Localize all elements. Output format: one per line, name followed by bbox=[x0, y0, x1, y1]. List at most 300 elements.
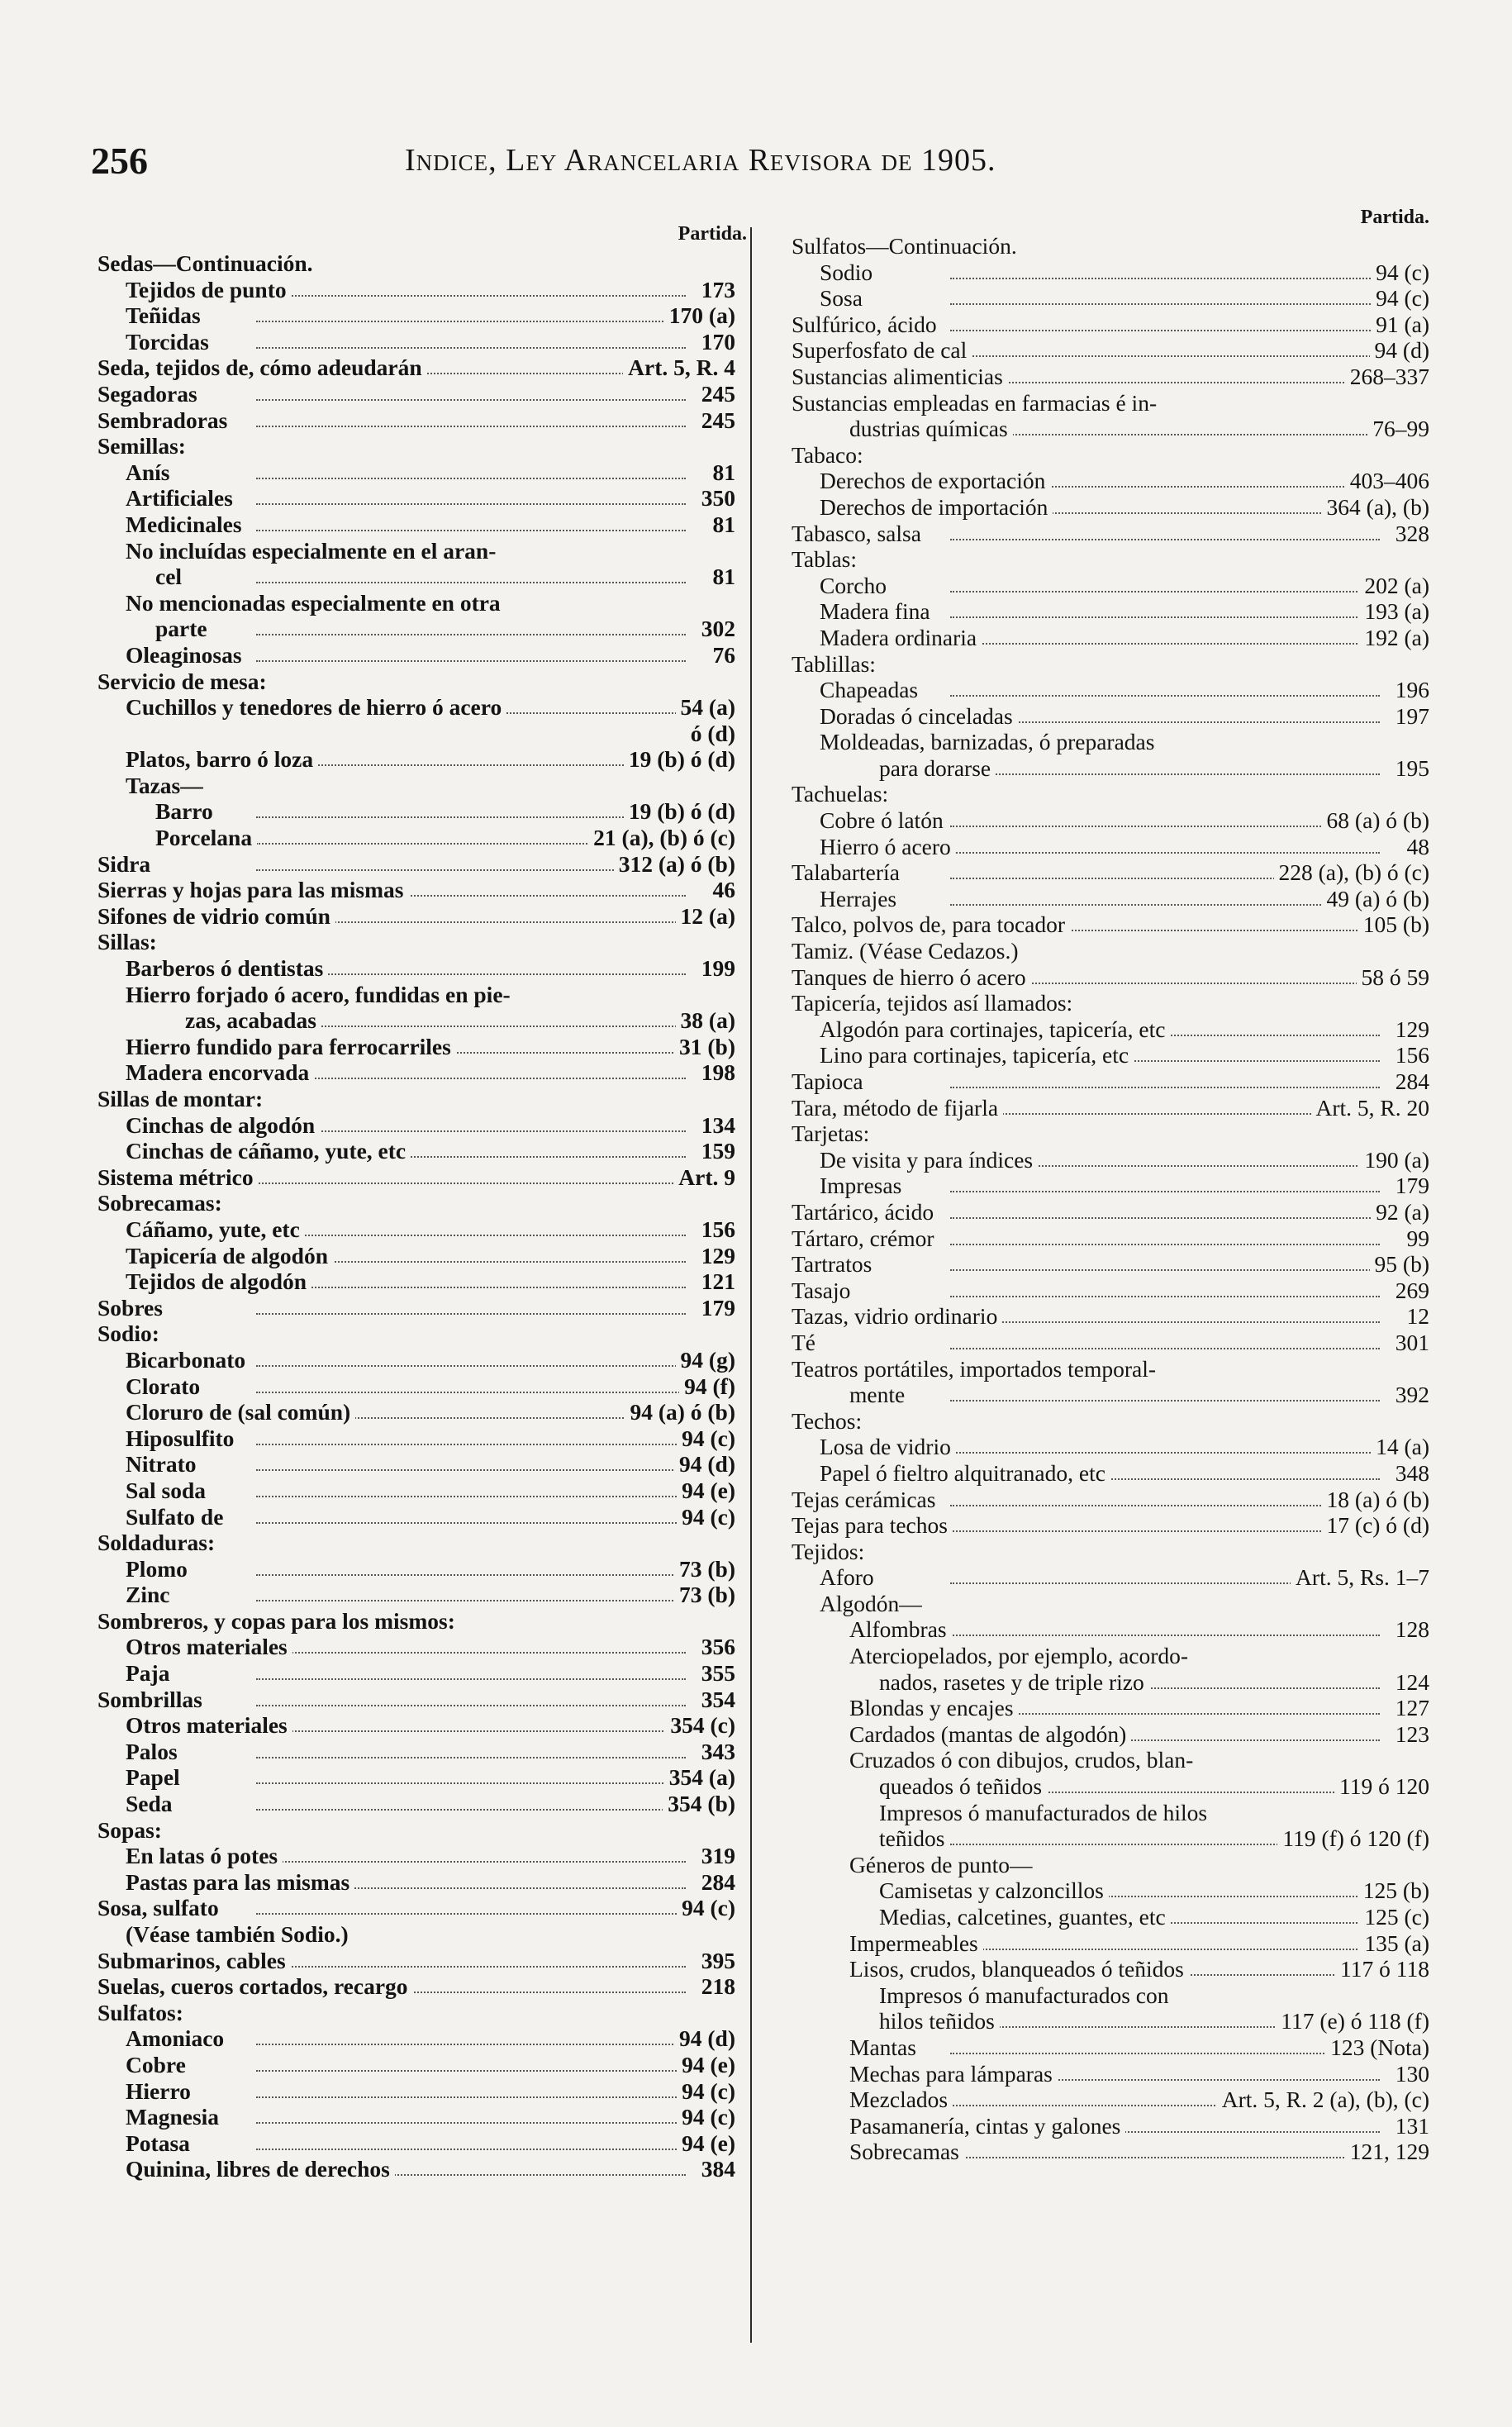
entry-partida: 269 bbox=[1391, 1278, 1429, 1304]
entry-partida: 49 (a) ó (b) bbox=[1322, 886, 1429, 912]
entry-partida: 354 (a) bbox=[664, 1764, 735, 1791]
entry-partida: 196 bbox=[1391, 677, 1429, 703]
entry-label bbox=[126, 721, 131, 746]
index-entry bbox=[91, 1869, 735, 1896]
index-entry bbox=[785, 573, 1429, 599]
entry-label: Plomo bbox=[126, 1556, 193, 1582]
index-entry bbox=[91, 2000, 735, 2026]
entry-label: Hierro ó acero bbox=[820, 834, 956, 859]
entry-partida: 284 bbox=[697, 1869, 735, 1896]
entry-label: Mezclados bbox=[849, 2087, 953, 2112]
index-entry bbox=[91, 1059, 735, 1086]
entry-partida: 124 bbox=[1391, 1669, 1429, 1696]
index-entry bbox=[91, 1791, 735, 1817]
entry-partida: 364 (a), (b) bbox=[1322, 494, 1429, 521]
entry-label: Oleaginosas bbox=[126, 642, 247, 668]
index-entry bbox=[785, 1068, 1429, 1095]
entry-label: Cardados (mantas de algodón) bbox=[849, 1721, 1131, 1747]
entry-label: Sustancias alimenticias bbox=[792, 364, 1008, 389]
entry-label: Teñidas bbox=[126, 302, 206, 328]
index-entry bbox=[785, 233, 1429, 259]
entry-label: Zinc bbox=[126, 1582, 174, 1607]
index-entry bbox=[785, 1225, 1429, 1252]
index-entry bbox=[785, 1539, 1429, 1565]
index-entry bbox=[785, 2087, 1429, 2113]
entry-partida: 228 (a), (b) ó (c) bbox=[1274, 859, 1429, 886]
entry-partida: 355 bbox=[697, 1660, 735, 1687]
entry-label: Otros materiales bbox=[126, 1712, 292, 1738]
entry-partida: 18 (a) ó (b) bbox=[1322, 1487, 1429, 1513]
index-entry bbox=[91, 1817, 735, 1844]
entry-label: parte bbox=[155, 616, 212, 641]
index-entry bbox=[785, 598, 1429, 625]
entry-partida: 94 (e) bbox=[677, 2052, 735, 2078]
entry-label: Aterciopelados, por ejemplo, acordo- bbox=[849, 1643, 1193, 1668]
entry-partida: 91 (a) bbox=[1371, 312, 1429, 338]
index-entry bbox=[91, 1086, 735, 1112]
index-entry bbox=[785, 964, 1429, 991]
entry-label: Segadoras bbox=[97, 381, 202, 407]
entry-label: Tanques de hierro ó acero bbox=[792, 964, 1031, 990]
entry-partida: 245 bbox=[697, 407, 735, 434]
entry-label: Otros materiales bbox=[126, 1634, 292, 1659]
index-entry bbox=[91, 1608, 735, 1635]
entry-partida: 284 bbox=[1391, 1068, 1429, 1095]
entry-partida: 195 bbox=[1391, 755, 1429, 782]
index-entry bbox=[91, 1216, 735, 1243]
entry-label: queados ó teñidos bbox=[879, 1773, 1047, 1799]
entry-label: Sustancias empleadas en farmacias é in- bbox=[792, 390, 1162, 416]
entry-label: Superfosfato de cal bbox=[792, 337, 972, 363]
entry-partida: 199 bbox=[697, 955, 735, 982]
index-entry bbox=[91, 1190, 735, 1216]
index-entry bbox=[785, 729, 1429, 755]
entry-partida: 12 bbox=[1402, 1303, 1430, 1330]
entry-label: En latas ó potes bbox=[126, 1843, 283, 1868]
index-entry bbox=[91, 355, 735, 381]
entry-label: Paja bbox=[126, 1660, 174, 1686]
entry-label: Aforo bbox=[820, 1564, 879, 1590]
entry-label: Mantas bbox=[849, 2034, 921, 2060]
entry-label: Artificiales bbox=[126, 485, 238, 511]
index-entry bbox=[91, 2052, 735, 2078]
index-entry bbox=[785, 1330, 1429, 1356]
entry-partida: 76 bbox=[708, 642, 736, 669]
entry-label: cel bbox=[155, 564, 187, 589]
index-entry bbox=[91, 669, 735, 695]
index-entry bbox=[91, 538, 735, 564]
index-entry bbox=[91, 564, 735, 590]
index-entry bbox=[91, 1268, 735, 1295]
index-entry bbox=[91, 485, 735, 512]
entry-label: teñidos bbox=[879, 1825, 949, 1851]
index-entry bbox=[91, 302, 735, 329]
index-entry bbox=[785, 703, 1429, 730]
entry-label: Cinchas de cáñamo, yute, etc bbox=[126, 1138, 411, 1164]
index-entry bbox=[91, 1843, 735, 1869]
entry-label: Madera ordinaria bbox=[820, 625, 982, 650]
index-entry bbox=[785, 1173, 1429, 1199]
entry-partida: 125 (b) bbox=[1358, 1877, 1429, 1904]
entry-label: Doradas ó cinceladas bbox=[820, 703, 1018, 729]
index-entry bbox=[785, 416, 1429, 442]
index-entry bbox=[785, 1616, 1429, 1643]
index-entry bbox=[785, 1747, 1429, 1773]
entry-partida: 301 bbox=[1391, 1330, 1429, 1356]
entry-partida: 119 ó 120 bbox=[1334, 1773, 1429, 1800]
entry-label: Anís bbox=[126, 459, 175, 485]
index-entry bbox=[785, 1904, 1429, 1930]
entry-label: Tapioca bbox=[792, 1068, 868, 1094]
entry-partida: 218 bbox=[697, 1973, 735, 2000]
entry-label: Impresos ó manufacturados de hilos bbox=[879, 1800, 1212, 1825]
index-entry bbox=[785, 677, 1429, 703]
index-entry bbox=[91, 1321, 735, 1347]
entry-partida: 179 bbox=[1391, 1173, 1429, 1199]
entry-partida: 117 (e) ó 118 (f) bbox=[1276, 2008, 1429, 2034]
entry-label: Tapicería, tejidos así llamados: bbox=[792, 990, 1077, 1016]
index-entry bbox=[785, 259, 1429, 286]
entry-label: Impermeables bbox=[849, 1930, 983, 1956]
index-entry bbox=[91, 982, 735, 1008]
entry-label: Sombreros, y copas para los mismos: bbox=[97, 1608, 460, 1634]
entry-label: Tartárico, ácido bbox=[792, 1199, 939, 1225]
index-entry bbox=[785, 1825, 1429, 1852]
entry-label: Lino para cortinajes, tapicería, etc bbox=[820, 1042, 1134, 1068]
entry-partida: 202 (a) bbox=[1359, 573, 1429, 599]
entry-label: Barro bbox=[155, 798, 218, 824]
entry-partida: 392 bbox=[1391, 1382, 1429, 1408]
index-entry bbox=[91, 877, 735, 903]
index-entry bbox=[785, 1408, 1429, 1435]
index-entry bbox=[785, 1199, 1429, 1225]
index-entry bbox=[785, 1303, 1429, 1330]
index-entry bbox=[91, 250, 735, 277]
entry-label: No mencionadas especialmente en otra bbox=[126, 590, 506, 616]
index-entry bbox=[91, 329, 735, 355]
index-entry bbox=[91, 1948, 735, 1974]
entry-partida: 123 (Nota) bbox=[1325, 2034, 1429, 2061]
index-entry bbox=[785, 1669, 1429, 1696]
entry-partida: 12 (a) bbox=[676, 903, 735, 930]
entry-label: Techos: bbox=[792, 1408, 867, 1434]
entry-partida: 198 bbox=[697, 1059, 735, 1086]
index-entry bbox=[91, 1451, 735, 1478]
entry-partida: 356 bbox=[697, 1634, 735, 1660]
entry-label: Sobrecamas: bbox=[97, 1190, 227, 1216]
index-entry bbox=[91, 642, 735, 669]
entry-partida: 354 (b) bbox=[663, 1791, 735, 1817]
index-entry bbox=[785, 364, 1429, 390]
index-entry bbox=[91, 1764, 735, 1791]
index-entry bbox=[91, 1660, 735, 1687]
entry-label: Sulfúrico, ácido bbox=[792, 312, 942, 337]
entry-label: Talabartería bbox=[792, 859, 905, 885]
entry-partida: 125 (c) bbox=[1359, 1904, 1429, 1930]
column-divider bbox=[750, 227, 752, 2343]
entry-label: Sulfatos: bbox=[97, 2000, 188, 2025]
entry-partida: 170 (a) bbox=[664, 302, 735, 329]
entry-label: Sedas—Continuación. bbox=[97, 250, 318, 276]
entry-partida: 190 (a) bbox=[1359, 1147, 1429, 1173]
entry-label: Tara, método de fijarla bbox=[792, 1095, 1003, 1121]
entry-partida: 94 (d) bbox=[1370, 337, 1429, 364]
index-entry bbox=[785, 337, 1429, 364]
index-entry bbox=[785, 1382, 1429, 1408]
entry-partida: 192 (a) bbox=[1359, 625, 1429, 651]
index-entry bbox=[91, 2078, 735, 2105]
entry-partida: 268–337 bbox=[1345, 364, 1429, 390]
entry-partida: 94 (c) bbox=[677, 2078, 735, 2105]
index-entry bbox=[91, 1582, 735, 1608]
entry-label: Tapicería de algodón bbox=[126, 1243, 333, 1268]
index-entry bbox=[785, 1773, 1429, 1800]
entry-partida: 58 ó 59 bbox=[1357, 964, 1430, 991]
entry-partida: ó (d) bbox=[686, 721, 735, 747]
index-entry bbox=[785, 1956, 1429, 1982]
entry-label: Talco, polvos de, para tocador bbox=[792, 911, 1070, 937]
index-entry bbox=[91, 1243, 735, 1269]
entry-partida: 395 bbox=[697, 1948, 735, 1974]
entry-label: Cinchas de algodón bbox=[126, 1112, 320, 1138]
entry-label: Sodio bbox=[820, 259, 877, 285]
index-entry bbox=[785, 807, 1429, 834]
entry-label: Sobres bbox=[97, 1295, 168, 1321]
index-entry bbox=[91, 277, 735, 303]
entry-partida: 68 (a) ó (b) bbox=[1322, 807, 1429, 834]
entry-partida: 95 (b) bbox=[1370, 1251, 1429, 1278]
index-entry bbox=[785, 2034, 1429, 2061]
entry-label: Teatros portátiles, importados temporal- bbox=[792, 1356, 1161, 1382]
entry-partida: 94 (c) bbox=[677, 1895, 735, 1921]
entry-label: Tazas, vidrio ordinario bbox=[792, 1303, 1002, 1329]
entry-partida: 31 (b) bbox=[674, 1034, 735, 1060]
index-entry bbox=[785, 285, 1429, 312]
index-entry bbox=[91, 1007, 735, 1034]
entry-label: Bicarbonato bbox=[126, 1347, 250, 1373]
entry-partida: Art. 5, R. 4 bbox=[623, 355, 735, 381]
entry-label: Sosa, sulfato bbox=[97, 1895, 224, 1920]
entry-label: Cáñamo, yute, etc bbox=[126, 1216, 305, 1242]
index-entry bbox=[91, 1556, 735, 1582]
entry-partida: 94 (d) bbox=[674, 2025, 735, 2052]
entry-label: Quinina, libres de derechos bbox=[126, 2156, 395, 2182]
entry-partida: 179 bbox=[697, 1295, 735, 1321]
entry-label: Amoniaco bbox=[126, 2025, 229, 2051]
index-entry bbox=[785, 390, 1429, 416]
entry-partida: 403–406 bbox=[1345, 468, 1429, 494]
index-entry bbox=[785, 1982, 1429, 2009]
entry-partida: 384 bbox=[697, 2156, 735, 2182]
entry-label: Blondas y encajes bbox=[849, 1695, 1019, 1720]
entry-partida: 119 (f) ó 120 (f) bbox=[1277, 1825, 1429, 1852]
entry-label: Derechos de importación bbox=[820, 494, 1053, 520]
entry-list bbox=[91, 250, 735, 2182]
index-entry bbox=[91, 2130, 735, 2157]
entry-partida: Art. 5, Rs. 1–7 bbox=[1291, 1564, 1429, 1591]
entry-label: Medicinales bbox=[126, 512, 247, 537]
entry-partida: 94 (c) bbox=[1371, 259, 1429, 286]
entry-partida: 17 (c) ó (d) bbox=[1322, 1512, 1429, 1539]
entry-label: Torcidas bbox=[126, 329, 214, 355]
index-entry bbox=[785, 1251, 1429, 1278]
index-entry bbox=[785, 1591, 1429, 1617]
entry-partida: 76–99 bbox=[1367, 416, 1429, 442]
entry-label: De visita y para índices bbox=[820, 1147, 1038, 1173]
entry-partida: 99 bbox=[1402, 1225, 1430, 1252]
index-entry bbox=[785, 1121, 1429, 1147]
entry-label: Tejidos de algodón bbox=[126, 1268, 311, 1294]
index-entry bbox=[91, 1347, 735, 1373]
entry-partida: 14 (a) bbox=[1371, 1434, 1429, 1460]
entry-partida: 38 (a) bbox=[676, 1007, 735, 1034]
page-header bbox=[91, 131, 1107, 197]
index-entry bbox=[91, 1478, 735, 1504]
entry-label: Tejas cerámicas bbox=[792, 1487, 940, 1512]
entry-label: Herrajes bbox=[820, 886, 901, 911]
index-entry bbox=[91, 616, 735, 642]
index-entry bbox=[785, 1852, 1429, 1878]
entry-partida: 46 bbox=[708, 877, 736, 903]
index-entry bbox=[785, 1042, 1429, 1068]
entry-partida: 156 bbox=[697, 1216, 735, 1243]
entry-partida: 197 bbox=[1391, 703, 1429, 730]
entry-partida: 54 (a) bbox=[676, 694, 735, 721]
index-entry bbox=[785, 1643, 1429, 1669]
entry-partida: 123 bbox=[1391, 1721, 1429, 1748]
index-entry bbox=[91, 825, 735, 851]
entry-label: Barberos ó dentistas bbox=[126, 955, 328, 981]
index-entry bbox=[785, 1487, 1429, 1513]
entry-label: Hiposulfito bbox=[126, 1425, 239, 1451]
index-entry bbox=[91, 929, 735, 955]
entry-partida: 156 bbox=[1391, 1042, 1429, 1068]
entry-label: nados, rasetes y de triple rizo bbox=[879, 1669, 1149, 1695]
entry-label: Suelas, cueros cortados, recargo bbox=[97, 1973, 413, 1999]
index-entry bbox=[785, 468, 1429, 494]
index-entry bbox=[785, 1460, 1429, 1487]
entry-partida: 94 (c) bbox=[677, 2104, 735, 2130]
entry-label: Lisos, crudos, blanqueados ó teñidos bbox=[849, 1956, 1189, 1982]
entry-partida: 302 bbox=[697, 616, 735, 642]
entry-label: Soldaduras: bbox=[97, 1530, 220, 1555]
index-entry bbox=[785, 1147, 1429, 1173]
entry-partida: 81 bbox=[708, 564, 736, 590]
index-entry bbox=[91, 1295, 735, 1321]
entry-label: Madera fina bbox=[820, 598, 935, 624]
index-entry bbox=[91, 1712, 735, 1739]
index-entry bbox=[785, 990, 1429, 1016]
entry-partida: 121, 129 bbox=[1345, 2139, 1429, 2165]
index-entry bbox=[91, 590, 735, 616]
index-entry bbox=[91, 433, 735, 459]
entry-label: Algodón— bbox=[820, 1591, 927, 1616]
index-entry bbox=[785, 938, 1429, 964]
entry-label: Impresas bbox=[820, 1173, 906, 1198]
entry-partida: Art. 5, R. 20 bbox=[1311, 1095, 1430, 1121]
index-entry bbox=[91, 1373, 735, 1400]
entry-partida: Art. 5, R. 2 (a), (b), (c) bbox=[1217, 2087, 1429, 2113]
index-entry bbox=[785, 1095, 1429, 1121]
index-entry bbox=[91, 1399, 735, 1425]
index-entry bbox=[91, 1034, 735, 1060]
entry-label: Tejas para techos bbox=[792, 1512, 953, 1538]
entry-partida: 348 bbox=[1391, 1460, 1429, 1487]
entry-label: Tabasco, salsa bbox=[792, 521, 926, 546]
entry-label: Tablas: bbox=[792, 546, 862, 572]
entry-partida: 159 bbox=[697, 1138, 735, 1164]
page-number: 256 bbox=[91, 140, 148, 182]
entry-partida: 354 bbox=[697, 1687, 735, 1713]
index-entry bbox=[91, 459, 735, 486]
entry-label: dustrias químicas bbox=[849, 416, 1013, 441]
entry-label: Cobre bbox=[126, 2052, 191, 2077]
index-entry bbox=[91, 721, 735, 747]
index-entry bbox=[785, 2008, 1429, 2034]
index-entry bbox=[785, 1695, 1429, 1721]
index-entry bbox=[785, 1278, 1429, 1304]
entry-label: Sombrillas bbox=[97, 1687, 207, 1712]
index-entry bbox=[91, 1164, 735, 1191]
entry-label: Sierras y hojas para las mismas bbox=[97, 877, 409, 902]
entry-partida: 19 (b) ó (d) bbox=[624, 798, 735, 825]
entry-label: Seda, tejidos de, cómo adeudarán bbox=[97, 355, 427, 380]
index-entry bbox=[785, 1434, 1429, 1460]
index-entry bbox=[785, 1800, 1429, 1826]
index-entry bbox=[91, 407, 735, 434]
index-entry bbox=[785, 2113, 1429, 2139]
index-entry bbox=[91, 955, 735, 982]
entry-partida: 131 bbox=[1391, 2113, 1429, 2139]
index-entry bbox=[785, 1930, 1429, 1957]
entry-label: Mechas para lámparas bbox=[849, 2061, 1058, 2087]
entry-label: Sidra bbox=[97, 851, 155, 877]
index-entry bbox=[91, 746, 735, 773]
index-entry bbox=[785, 442, 1429, 469]
entry-label: Sopas: bbox=[97, 1817, 167, 1843]
entry-label: Moldeadas, barnizadas, ó preparadas bbox=[820, 729, 1159, 754]
entry-partida: 21 (a), (b) ó (c) bbox=[588, 825, 735, 851]
entry-label: Sal soda bbox=[126, 1478, 211, 1503]
entry-label: Tartratos bbox=[792, 1251, 877, 1277]
entry-partida: 193 (a) bbox=[1359, 598, 1429, 625]
entry-partida: 105 (b) bbox=[1358, 911, 1429, 938]
entry-label: Submarinos, cables bbox=[97, 1948, 291, 1973]
index-entry bbox=[91, 2156, 735, 2182]
index-entry bbox=[785, 1564, 1429, 1591]
index-entry bbox=[91, 512, 735, 538]
entry-label: Cuchillos y tenedores de hierro ó acero bbox=[126, 694, 506, 720]
partida-heading: Partida. bbox=[1360, 207, 1429, 228]
entry-label: Tablillas: bbox=[792, 651, 881, 677]
entry-label: Sobrecamas bbox=[849, 2139, 964, 2164]
index-entry bbox=[785, 755, 1429, 782]
entry-label: Palos bbox=[126, 1739, 183, 1764]
entry-label: Sulfato de bbox=[126, 1504, 228, 1530]
entry-label: Tamiz. (Véase Cedazos.) bbox=[792, 938, 1023, 964]
entry-label: Hierro fundido para ferrocarriles bbox=[126, 1034, 456, 1059]
index-entry bbox=[785, 625, 1429, 651]
index-entry bbox=[785, 1512, 1429, 1539]
entry-label: Madera encorvada bbox=[126, 1059, 314, 1085]
index-entry bbox=[91, 381, 735, 407]
index-entry bbox=[785, 859, 1429, 886]
index-entry bbox=[785, 521, 1429, 547]
entry-label: Papel bbox=[126, 1764, 185, 1790]
entry-partida: 94 (d) bbox=[674, 1451, 735, 1478]
index-entry bbox=[785, 1877, 1429, 1904]
entry-label: Géneros de punto— bbox=[849, 1852, 1037, 1877]
